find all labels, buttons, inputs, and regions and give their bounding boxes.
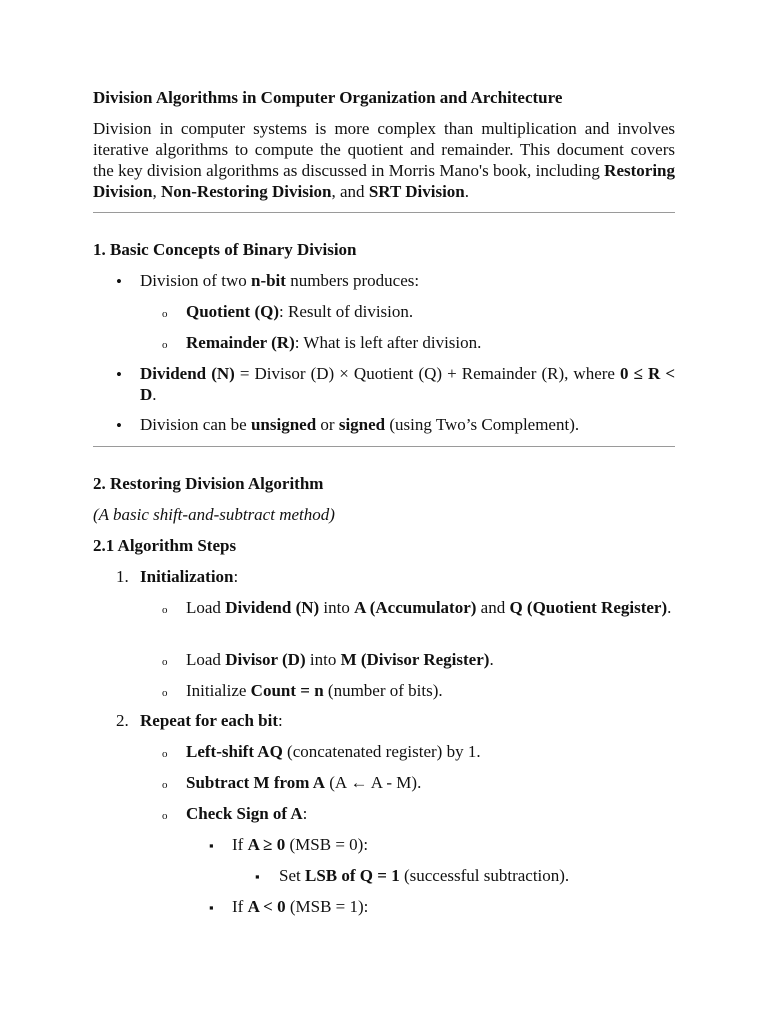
bullet-square <box>209 896 214 918</box>
page-title: Division Algorithms in Computer Organization and Architecture <box>93 88 563 107</box>
section-heading: 1. Basic Concepts of Binary Division <box>93 240 357 259</box>
text-bold: n-bit <box>250 271 286 290</box>
text: : <box>233 567 239 586</box>
text: (number of bits). <box>323 681 443 700</box>
bullet-square <box>209 834 214 856</box>
list-item <box>186 803 675 824</box>
text: : <box>278 711 283 730</box>
bullet-disc <box>116 415 122 436</box>
list-item <box>279 865 675 886</box>
text-bold: Quotient (Q) <box>186 302 280 321</box>
text: into <box>319 598 355 617</box>
text: If <box>232 897 248 916</box>
text: : What is left after division. <box>294 333 482 352</box>
text-bold: Q (Quotient Register) <box>509 598 668 617</box>
list-item <box>186 597 675 618</box>
bullet-square <box>255 865 260 887</box>
subsection-heading: 2.1 Algorithm Steps <box>93 536 237 555</box>
text: (MSB = 1): <box>285 897 369 916</box>
list-item <box>186 649 675 670</box>
text: (using Two’s Complement). <box>385 415 580 434</box>
text: into <box>305 650 341 669</box>
text-bold: Dividend (N) <box>140 364 235 383</box>
section-heading: 2. Restoring Division Algorithm <box>93 474 324 493</box>
text: = Divisor (D) × Quotient (Q) + Remainder (R), where <box>234 364 621 383</box>
text-bold: Subtract M from A <box>186 773 325 792</box>
text: : <box>302 804 308 823</box>
text-bold: 0 ≤ R < D <box>140 364 676 404</box>
list-item <box>186 680 675 701</box>
intro-paragraph <box>93 118 675 202</box>
text: (concatenated register) by 1. <box>282 742 481 761</box>
list-item <box>232 896 675 917</box>
text: numbers produces: <box>285 271 420 290</box>
list-item <box>140 566 675 587</box>
bullet-circle: o <box>162 656 168 668</box>
text-bold: Check Sign of A <box>186 804 303 823</box>
bullet-circle: o <box>162 748 168 760</box>
text: (MSB = 0): <box>285 835 369 854</box>
text: . <box>667 598 672 617</box>
text-bold: M (Divisor Register) <box>340 650 490 669</box>
bullet-disc <box>116 364 122 385</box>
text: Division of two <box>140 271 251 290</box>
intro-sep: , <box>152 182 162 201</box>
text-bold: Count = n <box>250 681 324 700</box>
divider <box>93 446 675 447</box>
text-bold: Dividend (N) <box>225 598 320 617</box>
bullet-circle: o <box>162 779 168 791</box>
bullet-circle: o <box>162 687 168 699</box>
text-bold: signed <box>338 415 386 434</box>
bullet-circle: o <box>162 604 168 616</box>
intro-sep: , and <box>331 182 369 201</box>
bullet-circle: o <box>162 339 168 351</box>
text: . <box>152 385 157 404</box>
divider <box>93 212 675 213</box>
list-item <box>186 332 675 353</box>
text: Load <box>186 598 226 617</box>
text: Set <box>279 866 305 885</box>
text: If <box>232 835 248 854</box>
list-item <box>140 363 675 405</box>
list-item <box>186 741 675 762</box>
list-item <box>140 414 675 435</box>
text-bold: A ≥ 0 <box>247 835 286 854</box>
text: (successful subtraction). <box>399 866 570 885</box>
text-bold: Remainder (R) <box>186 333 295 352</box>
intro-end: . <box>464 182 469 201</box>
text-bold: A (Accumulator) <box>354 598 477 617</box>
text-bold: Repeat for each bit <box>140 711 279 730</box>
text: Division can be <box>140 415 251 434</box>
text-bold: A < 0 <box>247 897 286 916</box>
text: . <box>489 650 494 669</box>
list-item <box>140 270 675 291</box>
section-subtitle: (A basic shift-and-subtract method) <box>93 505 335 524</box>
list-item <box>140 710 675 731</box>
text-bold: Divisor (D) <box>225 650 306 669</box>
intro-srt: SRT Division <box>368 182 465 201</box>
intro-text: Division in computer systems is more complex than multiplication and involves iterative algorithms to compute the quotient and remainder. This document covers the key division algorithms as discussed in Morris Mano's book, including <box>93 119 675 180</box>
intro-nonrestoring: Non-Restoring Division <box>161 182 332 201</box>
step-number: 1. <box>116 567 129 586</box>
text: Load <box>186 650 226 669</box>
text-bold: Left-shift AQ <box>186 742 283 761</box>
intro-restoring: Restoring Division <box>93 161 675 201</box>
text-bold: unsigned <box>250 415 317 434</box>
text-bold: Initialization <box>140 567 234 586</box>
text: or <box>316 415 339 434</box>
list-item <box>186 772 675 793</box>
text: (A ← A - M). <box>324 773 422 792</box>
list-item <box>232 834 675 855</box>
bullet-disc <box>116 271 122 292</box>
list-item <box>186 301 675 322</box>
text: and <box>476 598 510 617</box>
text: : Result of division. <box>279 302 414 321</box>
bullet-circle: o <box>162 308 168 320</box>
text-bold: LSB of Q = 1 <box>304 866 400 885</box>
step-number: 2. <box>116 711 129 730</box>
bullet-circle: o <box>162 810 168 822</box>
text: Initialize <box>186 681 251 700</box>
